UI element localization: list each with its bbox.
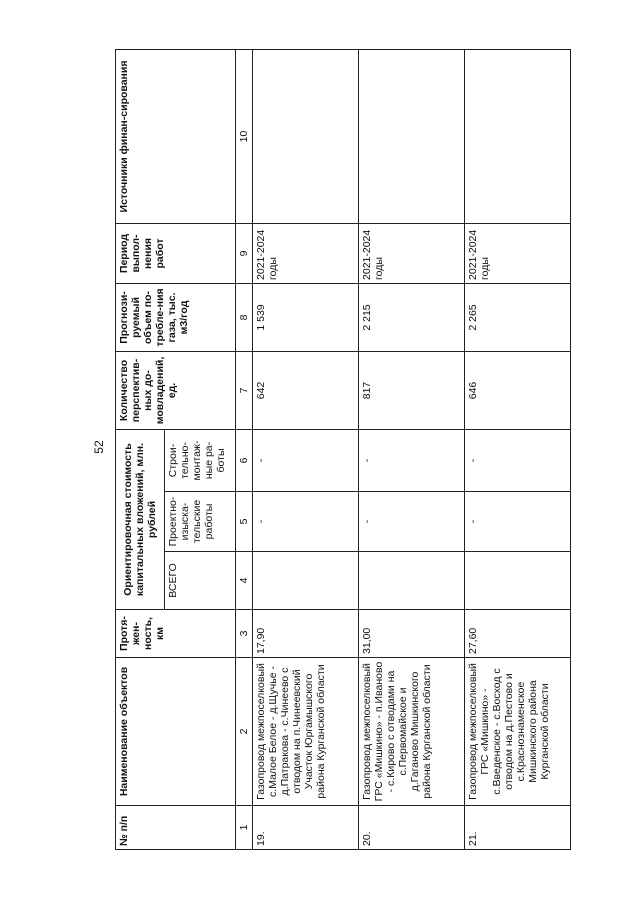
header-period: Период выпол-нения работ bbox=[116, 223, 236, 283]
col-number-5: 5 bbox=[236, 492, 253, 552]
row-construction: - bbox=[253, 429, 359, 491]
row-funding bbox=[465, 49, 571, 223]
row-length: 17,90 bbox=[253, 610, 359, 658]
col-number-3: 3 bbox=[236, 610, 253, 658]
header-households: Количество перспектив-ных до-мовладений, ед. bbox=[116, 351, 236, 429]
row-length: 31,00 bbox=[359, 610, 465, 658]
col-number-9: 9 bbox=[236, 223, 253, 283]
row-design: - bbox=[253, 492, 359, 552]
header-cost-group: Ориентировочная стоимость капитальных вложений, млн. рублей bbox=[116, 429, 165, 609]
row-num: 20. bbox=[359, 806, 465, 850]
column-number-row bbox=[236, 49, 253, 849]
col-number-8: 8 bbox=[236, 283, 253, 351]
header-num: № п/п bbox=[116, 806, 236, 850]
header-row-1 bbox=[116, 49, 165, 849]
row-length: 27,60 bbox=[465, 610, 571, 658]
row-consumption: 1 539 bbox=[253, 283, 359, 351]
row-consumption: 2 215 bbox=[359, 283, 465, 351]
col-number-1: 1 bbox=[236, 806, 253, 850]
row-total bbox=[465, 552, 571, 610]
row-num: 19. bbox=[253, 806, 359, 850]
header-consumption: Прогнози-руемый объем по-требле-ния газа, тыс. м3/год bbox=[116, 283, 236, 351]
header-length: Протя-жен-ность, км bbox=[116, 610, 236, 658]
col-number-10: 10 bbox=[236, 49, 253, 223]
row-total bbox=[359, 552, 465, 610]
rotated-table-sheet bbox=[115, 50, 575, 850]
header-total: ВСЕГО bbox=[165, 552, 236, 610]
row-total bbox=[253, 552, 359, 610]
page-number: 52 bbox=[92, 440, 106, 454]
row-households: 646 bbox=[465, 351, 571, 429]
row-name: Газопровод межпоселковый ГРС «Мишкино» - с.Введенское - с.Восход с отводом на д.Пестово и с.Краснознаменское Мишкинского района Курганской области bbox=[465, 658, 571, 806]
row-households: 642 bbox=[253, 351, 359, 429]
row-construction: - bbox=[465, 429, 571, 491]
header-funding: Источники финан-сирования bbox=[116, 49, 236, 223]
row-funding bbox=[253, 49, 359, 223]
investment-table bbox=[115, 49, 571, 850]
row-period: 2021-2024 годы bbox=[253, 223, 359, 283]
row-design: - bbox=[465, 492, 571, 552]
table-row bbox=[465, 49, 571, 849]
row-households: 817 bbox=[359, 351, 465, 429]
col-number-6: 6 bbox=[236, 429, 253, 491]
header-name: Наименование объектов bbox=[116, 658, 236, 806]
col-number-2: 2 bbox=[236, 658, 253, 806]
col-number-7: 7 bbox=[236, 351, 253, 429]
row-period: 2021-2024 годы bbox=[465, 223, 571, 283]
row-num: 21. bbox=[465, 806, 571, 850]
col-number-4: 4 bbox=[236, 552, 253, 610]
row-name: Газопровод межпоселковый с.Малое Белое - д.Щучье - д.Патракова - с.Чинеево с отводом на п.Чинеевский Участок Юргамышского района Курганской области bbox=[253, 658, 359, 806]
header-construction: Строи-тельно-монтаж-ные ра-боты bbox=[165, 429, 236, 491]
row-period: 2021-2024 годы bbox=[359, 223, 465, 283]
row-funding bbox=[359, 49, 465, 223]
table-row bbox=[253, 49, 359, 849]
row-consumption: 2 265 bbox=[465, 283, 571, 351]
table-row bbox=[359, 49, 465, 849]
header-design: Проектно-изыска-тельские работы bbox=[165, 492, 236, 552]
row-name: Газопровод межпоселковый ГРС «Мишкино» - п.Иваново - с.Кирово с отводами на с.Первомайское и д.Гаганово Мишкинского района Курганской области bbox=[359, 658, 465, 806]
row-construction: - bbox=[359, 429, 465, 491]
row-design: - bbox=[359, 492, 465, 552]
